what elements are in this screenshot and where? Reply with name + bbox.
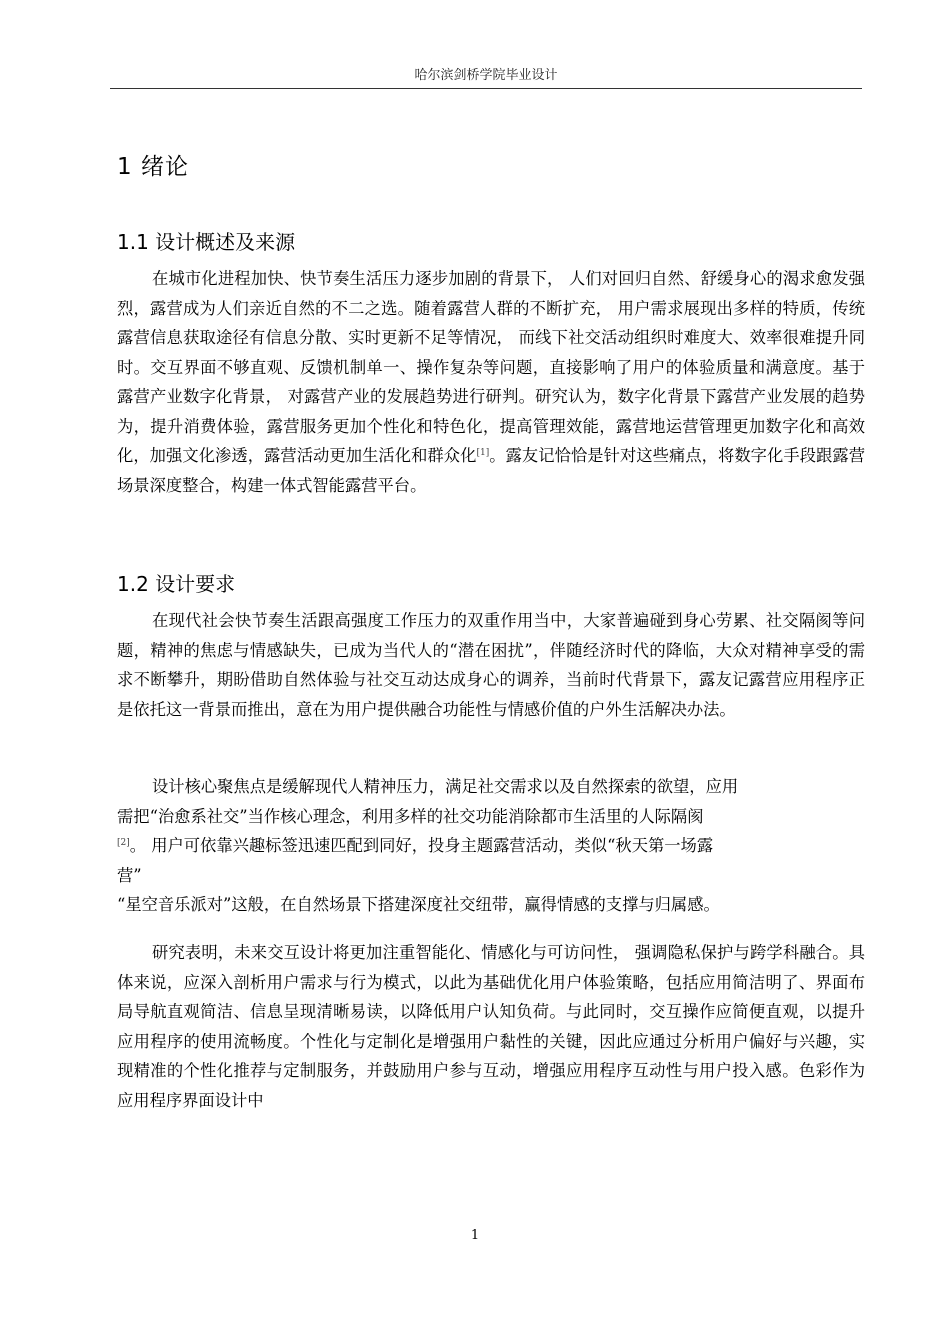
paragraph-line: “星空音乐派对”这般，在自然场景下搭建深度社交纽带，赢得情感的支撑与归属感。: [117, 895, 720, 914]
chapter-title: 1 绪论: [117, 154, 189, 180]
section-1-2-paragraph-1: 在现代社会快节奏生活跟高强度工作压力的双重作用当中，大家普遍碰到身心劳累、社交隔阂等问题，精神的焦虑与情感缺失，已成为当代人的“潜在困扰”，伴随经济时代的降临，大众对精神享受的需求不断攀升，期盼借助自然体验与社交互动达成身心的调养，当前时代背景下，露友记露营应用程序正是依托这一背景而推出，意在为用户提供融合功能性与情感价值的户外生活解决办法。: [117, 611, 865, 719]
paragraph-line: [117, 831, 865, 861]
paragraph-line: 设计核心聚焦点是缓解现代人精神压力，满足社交需求以及自然探索的欲望，应用: [152, 777, 739, 796]
section-1-2-title: 1.2 设计要求: [117, 572, 236, 596]
citation-ref[interactable]: [1]: [476, 448, 490, 458]
citation-ref[interactable]: [2]: [117, 838, 130, 848]
paragraph-text: 在城市化进程加快、快节奏生活压力逐步加剧的背景下， 人们对回归自然、舒缓身心的渴求愈发强烈，露营成为人们亲近自然的不二之选。随着露营人群的不断扩充， 用户需求展现出多样的特质，传统露营信息获取途径有信息分散、实时更新不足等情况， 而线下社交活动组织时难度大、效率很难提升同时。交互界面不够直观、反馈机制单一、操作复杂等问题，直接影响了用户的体验质量和满意度。基于露营产业数字化背景， 对露营产业的发展趋势进行研判。研究认为，数字化背景下露营产业发展的趋势为，提升消费体验，露营服务更加个性化和特色化，提高管理效能，露营地运营管理更加数字化和高效化，加强文化渗透，露营活动更加生活化和群众化: [117, 269, 865, 465]
header-rule: [110, 88, 862, 89]
paragraph-line: 需把“治愈系社交”当作核心理念，利用多样的社交功能消除都市生活里的人际隔阂: [117, 806, 704, 826]
paragraph-line: 营”: [117, 865, 142, 885]
section-1-2-paragraph-3: 研究表明，未来交互设计将更加注重智能化、情感化与可访问性， 强调隐私保护与跨学科融合。具体来说，应深入剖析用户需求与行为模式，以此为基础优化用户体验策略，包括应用简洁明了、界面布局导航直观简洁、信息呈现清晰易读，以降低用户认知负荷。与此同时，交互操作应简便直观，以提升应用程序的使用流畅度。个性化与定制化是增强用户黏性的关键，因此应通过分析用户偏好与兴趣，实现精准的个性化推荐与定制服务，并鼓励用户参与互动，增强应用程序互动性与用户投入感。色彩作为应用程序界面设计中: [117, 943, 865, 1110]
page-number: 1: [470, 1228, 480, 1243]
section-1-2-paragraph-2: [117, 772, 865, 920]
paragraph-text: 。露友记恰恰是针对这些痛点，将数字化手段跟露营场景深度整合，构建一体式智能露营平台。: [117, 446, 865, 495]
section-1-1-title: 1.1 设计概述及来源: [117, 230, 296, 254]
page-header: 哈尔滨剑桥学院毕业设计: [414, 68, 558, 83]
section-1-1-paragraph: [117, 264, 865, 500]
paragraph-text: 。 用户可依靠兴趣标签迅速匹配到同好，投身主题露营活动，类似“秋天第一场露: [129, 836, 714, 855]
